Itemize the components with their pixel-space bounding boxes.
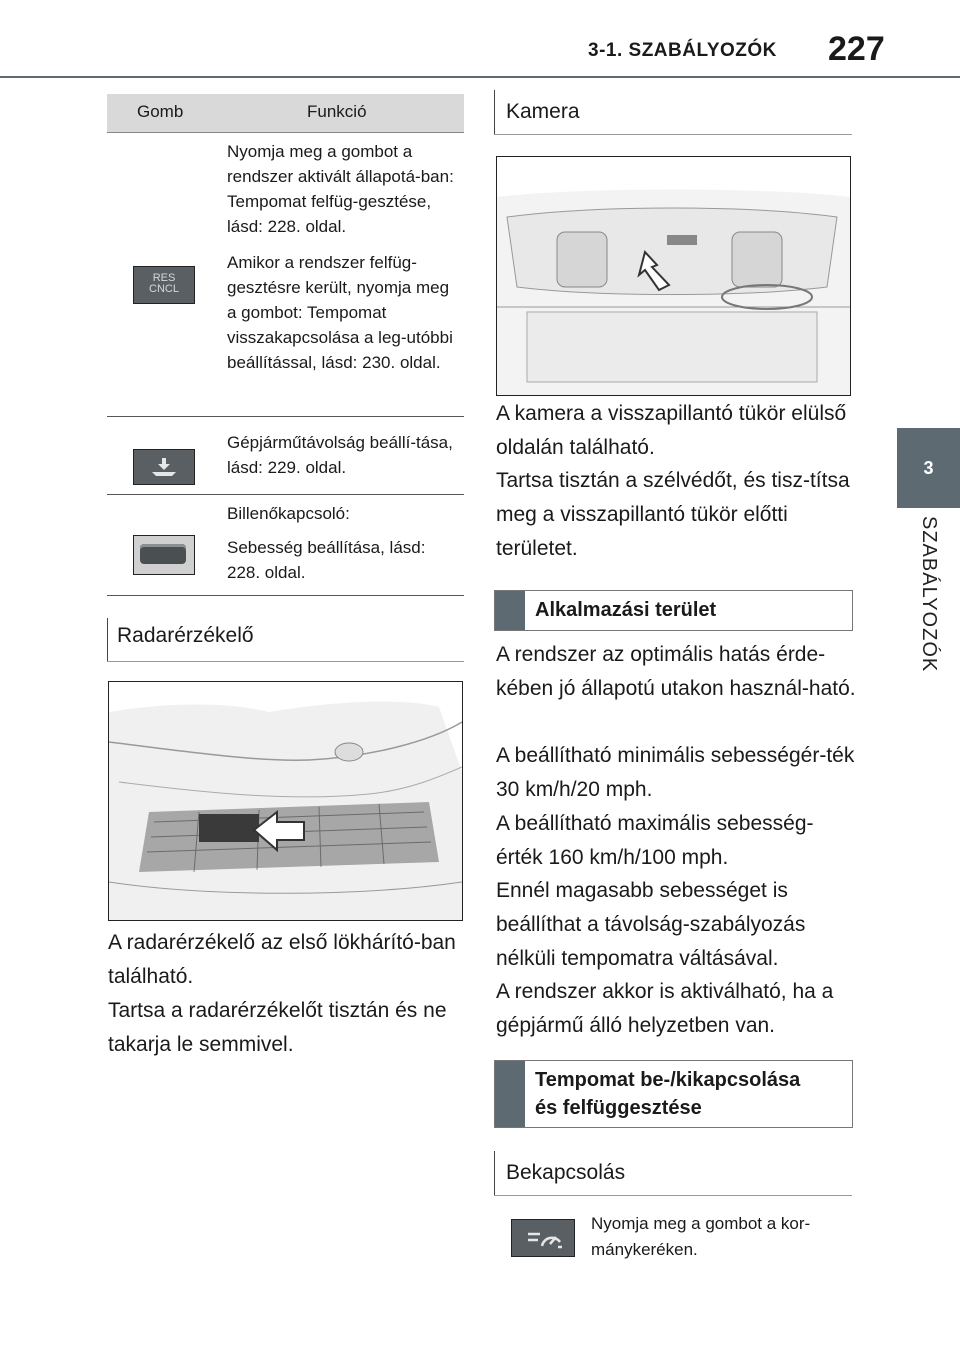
application-text-4: Ennél magasabb sebességet is beállíthat a távolság-szabályozás nélküli tempomatra váltásával. bbox=[496, 879, 806, 970]
onoff-heading-line1: Tempomat be-/kikapcsolása bbox=[535, 1069, 801, 1091]
radar-heading: Radarérzékelő bbox=[117, 624, 254, 647]
application-heading: Alkalmazási terület bbox=[535, 599, 717, 621]
camera-heading: Kamera bbox=[506, 100, 580, 123]
application-heading-box bbox=[494, 590, 853, 631]
application-text-2: A beállítható minimális sebességér-ték 30 km/h/20 mph. bbox=[496, 744, 855, 801]
car-front-illustration bbox=[109, 682, 462, 920]
chapter-tab[interactable]: 3 bbox=[897, 428, 960, 508]
radar-sensor-image bbox=[108, 681, 463, 921]
table-row-1-function-1: Nyomja meg a gombot a rendszer aktivált állapotá-ban: Tempomat felfüg-gesztése, lásd: 228. oldal. bbox=[227, 142, 454, 236]
table-row-divider bbox=[107, 494, 464, 495]
switch-on-heading-bar bbox=[494, 1151, 495, 1196]
table-row-1-function-2: Amikor a rendszer felfüg-gesztésre került, nyomja meg a gombot: Tempomat visszakapcsolása a leg-utóbbi beállítással, lásd: 230. oldal. bbox=[227, 253, 453, 372]
table-row-divider bbox=[107, 416, 464, 417]
switch-on-text: Nyomja meg a gombot a kor-mánykeréken. bbox=[591, 1214, 811, 1259]
heading-accent-bar bbox=[495, 1061, 525, 1127]
cruise-control-icon bbox=[512, 1220, 574, 1256]
page-number: 227 bbox=[828, 30, 885, 68]
col-header-button: Gomb bbox=[137, 102, 184, 121]
camera-image bbox=[496, 156, 851, 396]
radar-heading-rule bbox=[107, 661, 464, 662]
cruise-control-button-icon bbox=[511, 1219, 575, 1257]
section-title: 3-1. SZABÁLYOZÓK bbox=[588, 40, 777, 61]
table-row-2-function-1: Gépjárműtávolság beállí-tása, lásd: 229. oldal. bbox=[227, 433, 453, 477]
table-bottom-rule bbox=[107, 595, 464, 596]
camera-text-1: A kamera a visszapillantó tükör elülső oldalán található. bbox=[496, 402, 847, 459]
res-cncl-button-icon bbox=[133, 266, 195, 304]
res-cncl-label: RES CNCL bbox=[149, 272, 179, 295]
camera-heading-bar bbox=[494, 90, 495, 135]
camera-heading-rule bbox=[494, 134, 852, 135]
table-row-3-function-1: Billenőkapcsoló: bbox=[227, 504, 350, 523]
application-text-1: A rendszer az optimális hatás érde-kében jó állapotú utakon használ-ható. bbox=[496, 643, 856, 700]
col-header-function: Funkció bbox=[307, 102, 367, 121]
table-header bbox=[107, 94, 464, 133]
camera-text-2: Tartsa tisztán a szélvédőt, és tisz-títsa meg a visszapillantó tükör előtti területet. bbox=[496, 469, 850, 560]
interior-illustration bbox=[497, 157, 850, 395]
onoff-heading-box bbox=[494, 1060, 853, 1128]
heading-accent-bar bbox=[495, 591, 525, 630]
distance-icon bbox=[134, 450, 194, 484]
chapter-label bbox=[897, 516, 960, 686]
switch-on-heading: Bekapcsolás bbox=[506, 1161, 626, 1184]
radar-text-2: Tartsa a radarérzékelőt tisztán és ne takarja le semmivel. bbox=[108, 999, 447, 1056]
radar-heading-bar bbox=[107, 618, 108, 662]
header-rule bbox=[0, 76, 960, 78]
rocker-switch-icon bbox=[133, 535, 195, 575]
application-text-3: A beállítható maximális sebesség-érték 160 km/h/100 mph. bbox=[496, 812, 814, 869]
table-row-3-function-2: Sebesség beállítása, lásd: 228. oldal. bbox=[227, 538, 426, 582]
onoff-heading-line2: és felfüggesztése bbox=[535, 1097, 702, 1119]
radar-text-1: A radarérzékelő az első lökhárító-ban található. bbox=[108, 931, 456, 988]
distance-button-icon bbox=[133, 449, 195, 485]
application-text-5: A rendszer akkor is aktiválható, ha a gépjármű álló helyzetben van. bbox=[496, 980, 834, 1037]
switch-on-heading-rule bbox=[494, 1195, 852, 1196]
chapter-label-text: SZABÁLYOZÓK bbox=[918, 516, 940, 673]
